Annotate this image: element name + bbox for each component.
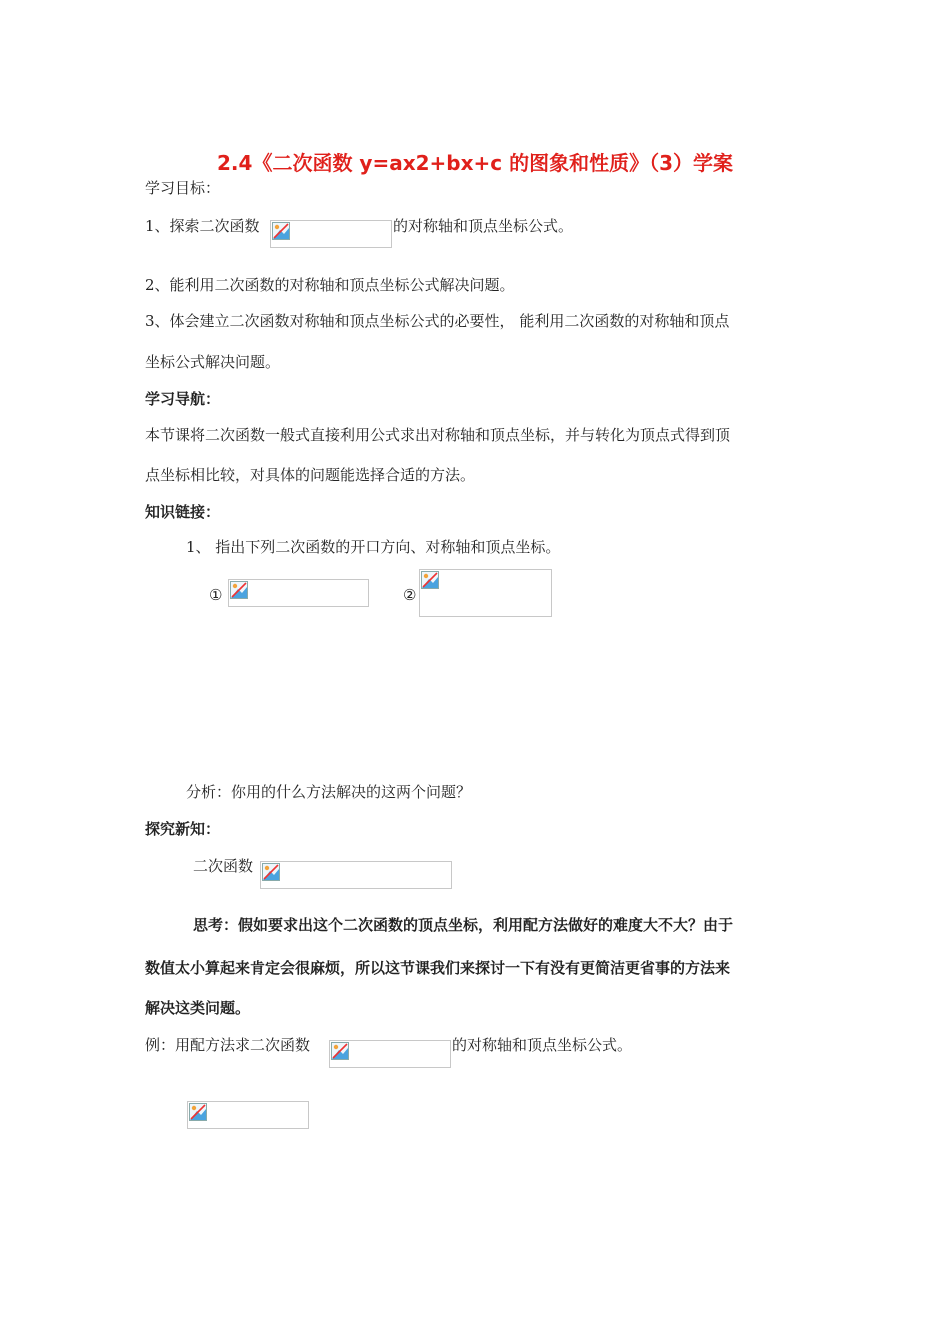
formula-image-placeholder — [260, 861, 452, 889]
formula-image-placeholder — [270, 220, 392, 248]
goal-item-3-line-2: 坐标公式解决问题。 — [145, 353, 281, 371]
think-line-2: 数值太小算起来肯定会很麻烦，所以这节课我们来探讨一下有没有更简洁更省事的方法来 — [145, 959, 731, 977]
circled-number-1: ① — [209, 586, 223, 604]
formula-image-placeholder — [419, 569, 552, 617]
link-item-1: 1、 指出下列二次函数的开口方向、对称轴和顶点坐标。 — [186, 538, 561, 556]
nav-line-1: 本节课将二次函数一般式直接利用公式求出对称轴和顶点坐标，并与转化为顶点式得到顶 — [145, 426, 731, 444]
broken-image-icon — [421, 571, 439, 589]
think-line-3: 解决这类问题。 — [145, 999, 251, 1017]
explore-heading: 探究新知： — [145, 820, 221, 838]
example-prefix: 例：用配方法求二次函数 — [145, 1036, 311, 1054]
goal-item-1-prefix: 1、探索二次函数 — [145, 217, 260, 235]
broken-image-icon — [331, 1042, 349, 1060]
function-label: 二次函数 — [193, 857, 254, 875]
example-suffix: 的对称轴和顶点坐标公式。 — [452, 1036, 633, 1054]
nav-heading: 学习导航： — [145, 390, 221, 408]
circled-number-2: ② — [403, 586, 417, 604]
nav-line-2: 点坐标相比较，对具体的问题能选择合适的方法。 — [145, 466, 476, 484]
goal-item-3-line-1: 3、体会建立二次函数对称轴和顶点坐标公式的必要性， 能利用二次函数的对称轴和顶点 — [145, 312, 730, 330]
formula-image-placeholder — [228, 579, 369, 607]
goal-item-1-suffix: 的对称轴和顶点坐标公式。 — [393, 217, 574, 235]
broken-image-icon — [189, 1103, 207, 1121]
think-line-1: 思考：假如要求出这个二次函数的顶点坐标，利用配方法做好的难度大不大？由于 — [193, 916, 734, 934]
page-title: 2.4《二次函数 y=ax2+bx+c 的图象和性质》（3）学案 — [217, 151, 733, 175]
broken-image-icon — [262, 863, 280, 881]
formula-image-placeholder — [329, 1040, 451, 1068]
formula-image-placeholder — [187, 1101, 309, 1129]
link-heading: 知识链接： — [145, 503, 221, 521]
broken-image-icon — [230, 581, 248, 599]
goal-item-2: 2、能利用二次函数的对称轴和顶点坐标公式解决问题。 — [145, 276, 515, 294]
goals-heading: 学习目标： — [145, 179, 221, 197]
broken-image-icon — [272, 222, 290, 240]
analysis-text: 分析：你用的什么方法解决的这两个问题？ — [186, 783, 472, 801]
